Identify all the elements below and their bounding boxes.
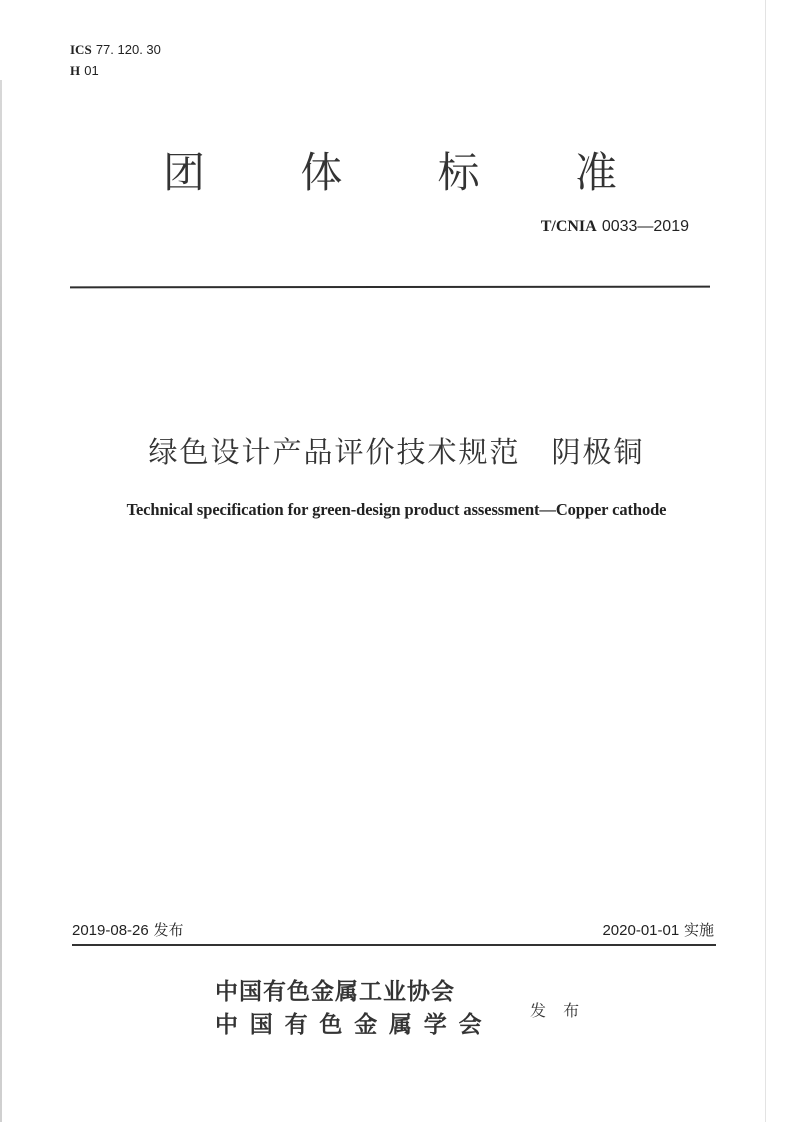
scan-edge-left bbox=[0, 80, 2, 1122]
implement-date-label: 实施 bbox=[683, 921, 714, 939]
ics-code bbox=[70, 40, 161, 61]
publisher-name: 中国有色金属学会 bbox=[215, 1012, 494, 1038]
ics-value: 77. 120. 30 bbox=[95, 42, 161, 57]
standard-type-heading bbox=[160, 148, 620, 198]
issue-date bbox=[72, 919, 184, 940]
issue-date-label: 发布 bbox=[153, 921, 184, 939]
title-english: Technical specification for green-design product assessment—Copper cathode bbox=[126, 500, 667, 519]
footer-divider bbox=[72, 944, 716, 946]
scan-edge-right bbox=[765, 0, 766, 1122]
standard-type-char: 准 bbox=[574, 148, 617, 197]
ccs-label: H bbox=[70, 63, 81, 78]
ics-label: ICS bbox=[70, 42, 92, 57]
publisher-name: 中国有色金属工业协会 bbox=[215, 979, 455, 1005]
header-divider bbox=[70, 286, 710, 289]
standard-type-char: 标 bbox=[437, 148, 480, 197]
standard-type-char: 团 bbox=[162, 148, 205, 197]
publishers bbox=[215, 976, 493, 1042]
issue-date-value: 2019-08-26 bbox=[72, 922, 149, 939]
implement-date bbox=[602, 919, 714, 940]
standard-number-value: 0033—2019 bbox=[601, 218, 689, 235]
implement-date-value: 2020-01-01 bbox=[602, 922, 680, 939]
standard-type-char: 体 bbox=[300, 148, 343, 197]
title-chinese: 绿色设计产品评价技术规范 阴极铜 bbox=[148, 435, 645, 469]
standard-number-prefix: T/CNIA bbox=[540, 218, 597, 235]
publish-label: 发 布 bbox=[530, 1001, 586, 1020]
classification-codes bbox=[70, 40, 161, 82]
standard-number bbox=[541, 216, 689, 236]
dates-row bbox=[72, 916, 714, 940]
ccs-value: 01 bbox=[84, 63, 99, 78]
ccs-code bbox=[70, 61, 161, 82]
